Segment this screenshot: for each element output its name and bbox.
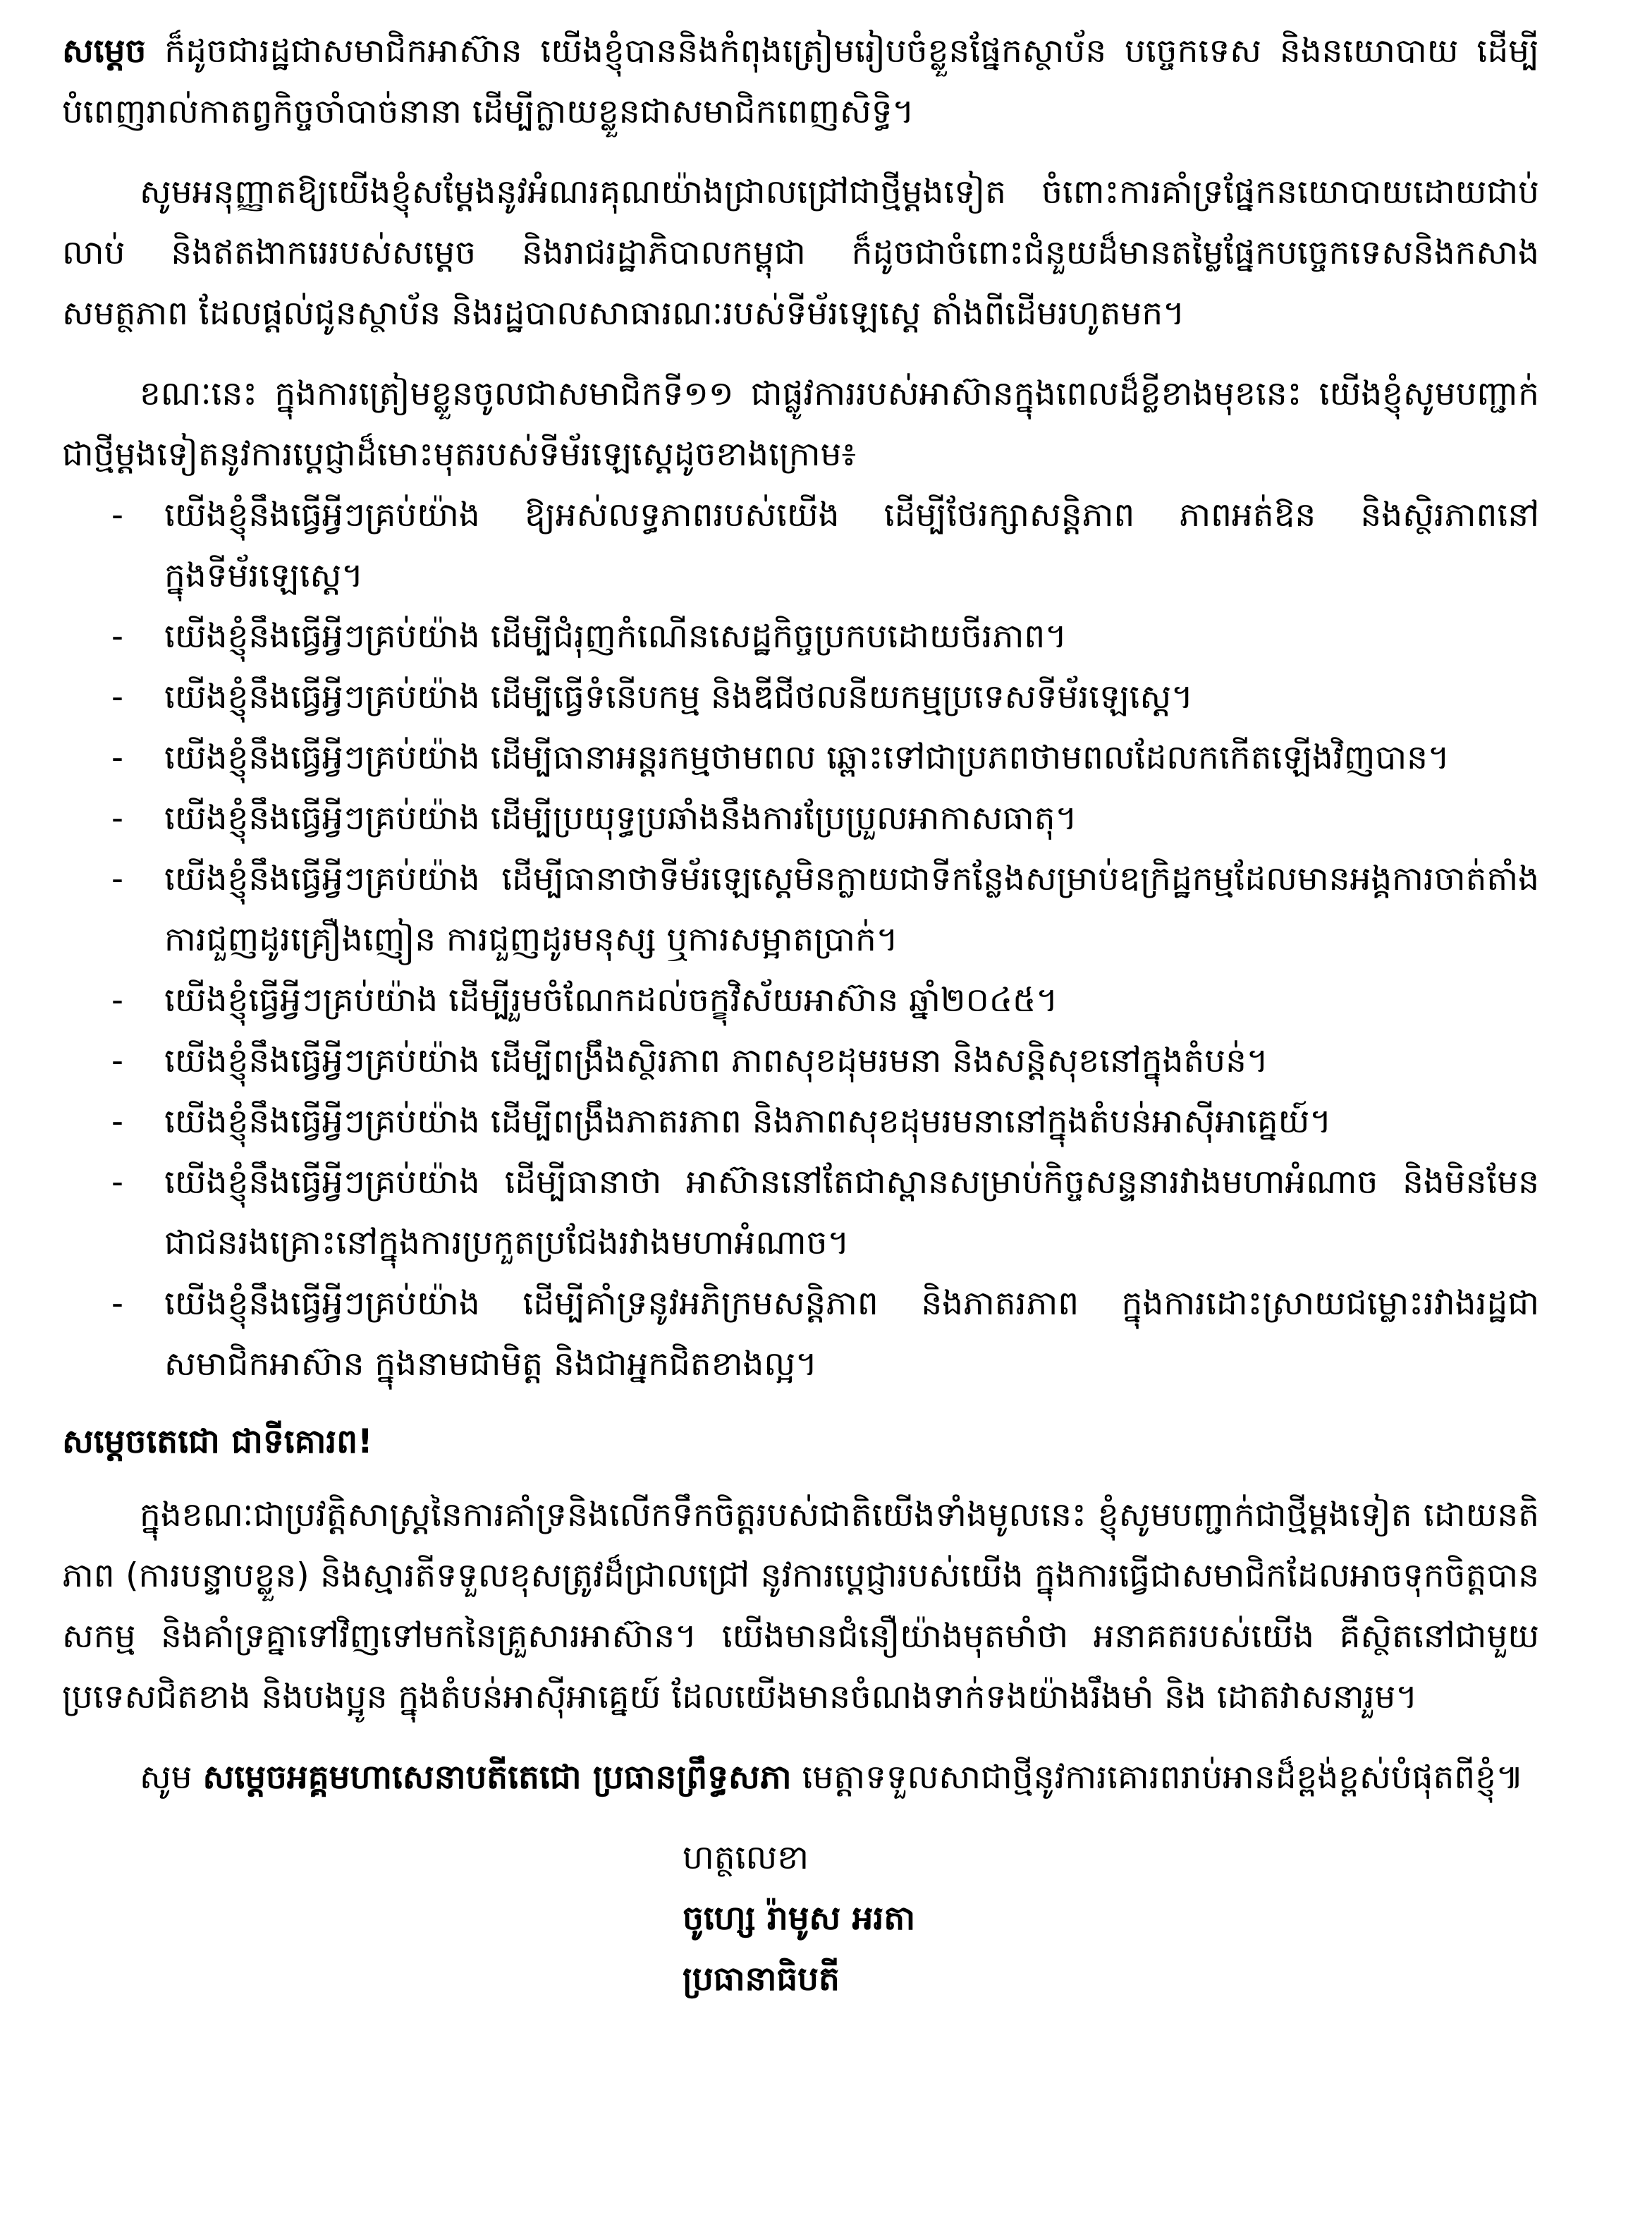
list-bullet: - xyxy=(111,617,123,656)
list-item: - យើងខ្ញុំនឹងធ្វើអ្វីៗគ្រប់យ៉ាង ដើម្បីធានាថា អាស៊ាននៅតែជាស្ពានសម្រាប់កិច្ចសន្ទនារវាងមហាអំណាច និងមិនមែនជាជនរងគ្រោះនៅក្នុងការប្រកួតប្រជែងរវាងមហាអំណាច។ xyxy=(62,1152,1539,1274)
respect-prefix: សូម xyxy=(140,1758,203,1797)
list-item: - យើងខ្ញុំនឹងធ្វើអ្វីៗគ្រប់យ៉ាង ដើម្បីធានាថាទីម័រឡេស្តេមិនក្លាយជាទីកន្លែងសម្រាប់ឧក្រិដ្ឋកម្មដែលមានអង្គការចាត់តាំង ការជួញដូរគ្រឿងញៀន ការជួញដូរមនុស្ស ឬការសម្អាតប្រាក់។ xyxy=(62,849,1539,970)
list-item: - យើងខ្ញុំធ្វើអ្វីៗគ្រប់យ៉ាង ដើម្បីរួមចំណែកដល់ចក្ខុវិស័យអាស៊ាន ឆ្នាំ២០៤៥។ xyxy=(62,970,1539,1031)
list-item: - យើងខ្ញុំនឹងធ្វើអ្វីៗគ្រប់យ៉ាង ដើម្បីធានាអន្តរកម្មថាមពល ឆ្ពោះទៅជាប្រភពថាមពលដែលកកើតឡើងវិញបាន។ xyxy=(62,728,1539,788)
list-bullet: - xyxy=(111,738,123,777)
list-item: - យើងខ្ញុំនឹងធ្វើអ្វីៗគ្រប់យ៉ាង ដើម្បីគាំទ្រនូវអភិក្រមសន្តិភាព និងភាតរភាព ក្នុងការដោះស្រាយជម្លោះរវាងរដ្ឋជាសមាជិកអាស៊ាន ក្នុងនាមជាមិត្ត និងជាអ្នកជិតខាងល្អ។ xyxy=(62,1274,1539,1395)
pledge-intro-paragraph: ខណៈនេះ ក្នុងការត្រៀមខ្លួនចូលជាសមាជិកទី១១ ជាផ្លូវការរបស់អាស៊ានក្នុងពេលដ៏ខ្លីខាងមុខនេះ យើងខ្ញុំសូមបញ្ជាក់ជាថ្មីម្តងទៀតនូវការប្តេជ្ញាដ៏មោះមុតរបស់ទីម័រឡេស្តេដូចខាងក្រោម៖ xyxy=(62,374,1539,474)
signatory-name: ចូហ្សេ រ៉ាមូស អរតា xyxy=(683,1899,916,1938)
respect-paragraph xyxy=(62,1747,1539,1808)
intro-text: ក៏ដូចជារដ្ឋជាសមាជិកអាស៊ាន យើងខ្ញុំបាននិងកំពុងត្រៀមរៀបចំខ្លួនផ្នែកស្ថាប័ន បច្ចេកទេស និងនយោបាយ ដើម្បីបំពេញរាល់កាតព្វកិច្ចចាំបាច់នានា ដើម្បីក្លាយខ្លួនជាសមាជិកពេញសិទ្ធិ។ xyxy=(62,32,1539,131)
signature-block xyxy=(683,1828,1539,2010)
list-bullet: - xyxy=(111,799,123,838)
respect-suffix: មេត្តាទទួលសាជាថ្មីនូវការគោរពរាប់អានដ៏ខ្ពង់ខ្ពស់បំផុតពីខ្ញុំ៕ xyxy=(791,1758,1524,1797)
list-item: - យើងខ្ញុំនឹងធ្វើអ្វីៗគ្រប់យ៉ាង ដើម្បីធ្វើទំនើបកម្ម និងឌីជីថលនីយកម្មប្រទេសទីម័រឡេស្តេ។ xyxy=(62,667,1539,728)
salutation-heading: សម្តេចតេជោ ជាទីគោរព! xyxy=(62,1422,373,1461)
intro-paragraph xyxy=(62,21,1539,142)
respect-addressee: សម្តេចអគ្គមហាសេនាបតីតេជោ ប្រធានព្រឹទ្ធសភា xyxy=(202,1758,792,1797)
list-bullet: - xyxy=(111,1284,123,1323)
gratitude-paragraph: សូមអនុញ្ញាតឱ្យយើងខ្ញុំសម្តែងនូវអំណរគុណយ៉ាងជ្រាលជ្រៅជាថ្មីម្តងទៀត ចំពោះការគាំទ្រផ្នែកនយោបាយដោយជាប់លាប់ និងឥតងាករេរបស់សម្តេច និងរាជរដ្ឋាភិបាលកម្ពុជា ក៏ដូចជាចំពោះជំនួយដ៏មានតម្លៃផ្នែកបច្ចេកទេសនិងកសាងសមត្ថភាព ដែលផ្តល់ជូនស្ថាប័ន និងរដ្ឋបាលសាធារណៈរបស់ទីម័រឡេស្តេ តាំងពីដើមរហូតមក។ xyxy=(62,173,1539,333)
list-bullet: - xyxy=(111,1163,123,1202)
list-bullet: - xyxy=(111,678,123,716)
list-item: - យើងខ្ញុំនឹងធ្វើអ្វីៗគ្រប់យ៉ាង ដើម្បីពង្រឹងភាតរភាព និងភាពសុខដុមរមនានៅក្នុងតំបន់អាស៊ីអាគ្នេយ៍។ xyxy=(62,1092,1539,1152)
signatory-title: ប្រធានាធិបតី xyxy=(683,1960,840,1998)
list-item: - យើងខ្ញុំនឹងធ្វើអ្វីៗគ្រប់យ៉ាង ដើម្បីប្រយុទ្ធប្រឆាំងនឹងការប្រែប្រួលអាកាសធាតុ។ xyxy=(62,788,1539,849)
signature-label: ហត្ថលេខា xyxy=(683,1838,809,1877)
list-item: - យើងខ្ញុំនឹងធ្វើអ្វីៗគ្រប់យ៉ាង ដើម្បីពង្រឹងស្ថិរភាព ភាពសុខដុមរមនា និងសន្តិសុខនៅក្នុងតំបន់។ xyxy=(62,1031,1539,1092)
list-bullet: - xyxy=(111,1102,123,1141)
intro-lead: សម្តេច xyxy=(62,32,147,71)
list-bullet: - xyxy=(111,860,123,898)
list-item: - យើងខ្ញុំនឹងធ្វើអ្វីៗគ្រប់យ៉ាង ឱ្យអស់លទ្ធភាពរបស់យើង ដើម្បីថែរក្សាសន្តិភាព ភាពអត់ឱន និងស្ថិរភាពនៅក្នុងទីម័រឡេស្តេ។ xyxy=(62,485,1539,606)
pledge-list xyxy=(62,485,1539,1395)
closing-paragraph: ក្នុងខណៈជាប្រវត្តិសាស្ត្រនៃការគាំទ្រនិងលើកទឹកចិត្តរបស់ជាតិយើងទាំងមូលនេះ ខ្ញុំសូមបញ្ជាក់ជាថ្មីម្តងទៀត ដោយនតិភាព (ការបន្ទាបខ្លួន) និងស្មារតីទទួលខុសត្រូវដ៏ជ្រាលជ្រៅ នូវការប្តេជ្ញារបស់យើង ក្នុងការធ្វើជាសមាជិកដែលអាចទុកចិត្តបាន សកម្ម និងគាំទ្រគ្នាទៅវិញទៅមកនៃគ្រួសារអាស៊ាន។ យើងមានជំនឿយ៉ាងមុតមាំថា អនាគតរបស់យើង គឺស្ថិតនៅជាមួយប្រទេសជិតខាង និងបងប្អូន ក្នុងតំបន់អាស៊ីអាគ្នេយ៍ ដែលយើងមានចំណងទាក់ទងយ៉ាងរឹងមាំ និង ដោតវាសនារួម។ xyxy=(62,1496,1539,1716)
list-item: - យើងខ្ញុំនឹងធ្វើអ្វីៗគ្រប់យ៉ាង ដើម្បីជំរុញកំណើនសេដ្ឋកិច្ចប្រកបដោយចីរភាព។ xyxy=(62,606,1539,667)
list-bullet: - xyxy=(111,1042,123,1080)
list-bullet: - xyxy=(111,496,123,535)
list-bullet: - xyxy=(111,981,123,1020)
